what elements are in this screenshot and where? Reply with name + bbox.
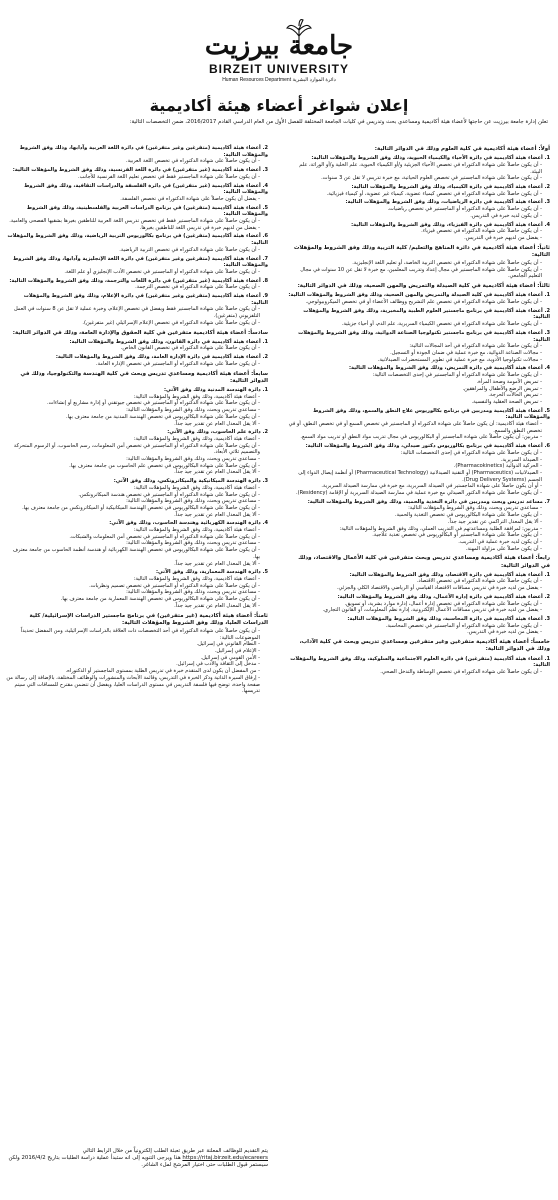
section-heading: ثالثاً: أعضاء هيئة أكاديمية في كلية الصيدلة والتمريض والمهن الصحية، وذلك في الدوائر التالية: xyxy=(297,283,550,290)
vacancy-heading: 3. أعضاء هيئة أكاديمية في برنامج ماجستير تكنولوجيا الصناعة الدوائية، وذلك وفق الشروط والمؤهلات التالية: xyxy=(298,329,550,343)
vacancy-heading: 2. أعضاء هيئة أكاديمية في دائرة إدارة الأعمال، وذلك وفق الشروط والمؤهلات التالية: xyxy=(337,593,550,600)
requirement-line: - أن يكون حاصلاً على شهادة الماجستير فقط في تخصص تدريس اللغة العربية للناطقين بغيرها بشقيها الفصحى والعامية. xyxy=(6,218,260,225)
vacancy-heading: 2. دائرة علم الحاسوب، وذلك وفق الآتي: xyxy=(167,429,268,436)
requirement-line: - تمريض الحالات الحرجة. xyxy=(288,392,542,399)
requirement-line: - أن يكون حاصلاً على شهادة الماجستير في مجال إعداد وتدريب المعلمين، مع خبرة لا تقل عن 10 سنوات في مجال التعليم الجامعي. xyxy=(288,267,542,280)
requirement-line: - أن يكون حاصلاً على شهادة الدكتوراه في تخصص فيزياء. xyxy=(288,228,542,235)
requirement-line: - مساعدي تدريس وبحث، وذلك وفق الشروط والمؤهلات التالية: xyxy=(6,540,260,547)
vacancy-heading: 1. أعضاء هيئة أكاديمية في دائرة القانون، وذلك وفق الشروط والمؤهلات التالية: xyxy=(69,338,268,345)
left-column xyxy=(6,143,268,1193)
requirement-line: - ألا يقل المعدل العام عن تقدير جيد جداً. xyxy=(6,421,260,428)
requirement-line: - مساعدي تدريس وبحث، وذلك وفق الشروط والمؤهلات التالية: xyxy=(6,498,260,505)
requirement-line: - أن يكون حاصلاً على شهادة البكالوريوس في تخصص علم الحاسوب من جامعة معترف بها. xyxy=(6,463,260,470)
apply-link[interactable]: https://ritaj.birzeit.edu/ecareers xyxy=(182,1155,268,1161)
requirement-line: - مساعدي تدريس وبحث، وذلك وفق الشروط والمؤهلات التالية: xyxy=(288,505,542,512)
requirement-line: - يفضل من لديه خبرة في تدريس مساقات الاقتصاد القياسي أو الرياضي والاقتصاد الكلي والجزئي. xyxy=(288,585,542,592)
requirement-line: - أن يكون حاصلاً على شهادة الدكتوراه في تخصص الترجمة. xyxy=(6,284,260,291)
requirement-line: - أن يكون حاصلاً على شهادة الدكتوراه في تخصص الأحياء الجزيئية و/أو الكيمياء الحيوية، علم الخلية و/أو الوراثة، علم البيئة. xyxy=(288,162,542,175)
requirement-line: - إرفاق السيرة الذاتية وذكر الخبرة في التدريس، وقائمة الأبحاث والمنشورات والوظائف المختلفة، بالإضافة إلى رسالة من صفحة واحدة، توضح فيها فلسفة التدريس في مستوى الدراسات العليا، ويفضل أن تتضمن مقترح للمساقات التي سيتم تدريسها. xyxy=(6,675,260,695)
requirement-line: - أن يكون حاصلاً على شهادة الدكتوراه في تخصص الوساطة والتدخل الصحي. xyxy=(288,669,542,676)
footer-text-before: يتم التقديم للوظائف المعلنة عبر طريق تعبئة الطلب إلكترونياً من خلال الرابط التالي xyxy=(82,1148,268,1154)
requirement-line: - أن يكون حاصلاً على شهادة الماجستير فقط في تخصص تعليم اللغة الفرنسية للأجانب. xyxy=(6,174,260,181)
department-name xyxy=(0,77,558,83)
right-column xyxy=(288,143,550,1153)
requirement-line: - أن يكون حاصلاً على شهادة الدكتوراه في تخصص كيمياء عضوية، كيمياء غير عضوية، أو كيمياء فيزيائية. xyxy=(288,191,542,198)
requirement-line: - تمريض الصحة العقلية والنفسية. xyxy=(288,399,542,406)
requirement-line: - أن يكون حاصلاً على شهادة الدكتوراه أو الماجستير في تخصص الإدارة العامة. xyxy=(6,361,260,368)
requirement-line: - أعضاء هيئة أكاديمية، وذلك وفق الشروط والمؤهلات التالية: xyxy=(6,394,260,401)
requirement-line: - ألا يقل المعدل التراكمي عن تقدير جيد جداً. xyxy=(288,519,542,526)
requirement-line: - تمريض الأمومة وصحة المرأة. xyxy=(288,379,542,386)
page-title: إعلان شواغر أعضاء هيئة أكاديمية xyxy=(149,96,409,115)
requirement-line: - أن يكون حاصلاً على شهادة البكالوريوس في تخصص التغذية والحمية. xyxy=(288,512,542,519)
requirement-line: - يفضل من لديه خبرة في تدريس مساقات الأعمال الإلكترونية، إدارة نظم المعلومات، أو القانون التجاري. xyxy=(288,607,542,614)
requirement-line: - يفضل من لديهم خبرة في تدريس اللغة للناطقين بغيرها. xyxy=(6,225,260,232)
requirement-line: - أو أن يكون حاصلاً على شهادة الماجستير في الصيدلة السريرية، مع خبرة في ممارسة الصيدلة السريرية. xyxy=(288,483,542,490)
requirement-line: - أن يكون حاصلاً على شهادة الدكتوراه في تخصص اللغة العربية. xyxy=(6,158,260,165)
requirement-line: - مجالات الصناعة الدوائية، مع خبرة عملية في ضمان الجودة أو التسجيل. xyxy=(288,350,542,357)
requirement-line: - أعضاء هيئة أكاديمية: أن يكون حاصلاً على شهادة الدكتوراه أو الماجستير في تخصص السمع أو في تخصص النطق، أو في تخصص النطق والسمع. xyxy=(288,421,542,434)
footer-text-after: هذا ويرجى التنويه إلى انه ستبدأ عملية دراسة الطلبات بتاريخ 2016/4/2 ولكن سيستمر قبول الطلبات حتى اختيار المرشح لملء الشاغر. xyxy=(8,1155,268,1168)
requirement-line: - أن يكون حاصلاً على شهادة الدكتوراه أو الماجستير في تخصص جيوتقني أو إدارة مشاريع أو إنشاءات. xyxy=(6,400,260,407)
section-heading: سابعاً: أعضاء هيئة أكاديمية ومساعدي تدريس وبحث في كلية الهندسة والتكنولوجيا، وذلك في الدوائر التالية: xyxy=(20,370,268,384)
vacancy-heading: 1. أعضاء هيئة أكاديمية في دائرة الاقتصاد، وذلك وفق الشروط والمؤهلات التالية: xyxy=(349,571,550,578)
vacancy-heading: 8. أعضاء هيئة أكاديمية (غير متفرغين) في دائرة اللغات والترجمة، وذلك وفق الشروط والمؤهلات التالية: xyxy=(9,277,268,284)
requirement-line: - أن يكون حاصلاً على مزاولة المهنة. xyxy=(288,546,542,553)
vacancy-heading: 2. أعضاء هيئة أكاديمية في دائرة الكيمياء، وذلك وفق الشروط والمؤهلات التالية: xyxy=(351,184,550,191)
requirement-line: - من المفضل أن يكون لدى المتقدم خبرة في تدريس الطلبة بمستوى الماجستير أو الدكتوراه. xyxy=(6,668,260,675)
requirement-line: - ألا يقل المعدل العام عن تقدير جيد جداً. xyxy=(6,561,260,568)
requirement-line: - أن يكون حاصلاً على شهادة الدكتوراه في تخصص إدارة أعمال، إدارة موارد بشرية، أو تسويق. xyxy=(288,601,542,608)
requirement-line: - يفضل من لديهم خبرة في التدريس. xyxy=(288,235,542,242)
requirement-line: - أن يكون حاصلاً على شهادة الدكتوراه في أحد المجالات التالية: xyxy=(288,343,542,350)
requirement-line: - أعضاء هيئة أكاديمية، وذلك وفق الشروط والمؤهلات التالية: xyxy=(6,576,260,583)
requirement-line: - ألا يقل المعدل العام عن تقدير جيد جداً. xyxy=(6,512,260,519)
requirement-line: - أن يكون حاصلاً على شهادة الماجستير فقط ويفضل في تخصص الإعلام، وخبرة عملية لا تقل عن 8 سنوات في العمل التلفزيوني (متفرغين). xyxy=(6,306,260,319)
requirement-line: - أن يكون حاصلاً على شهادة الدكتوراه أو الماجستير في إحدى التخصصات التالية: xyxy=(288,372,542,379)
requirement-line: - أن يكون حاصلاً على شهادة الدكتوراه في تخصص الإعلام الإسرائيلي (غير متفرغين). xyxy=(6,320,260,327)
section-heading: رابعاً: أعضاء هيئة أكاديمية ومساعدي تدريس وبحث متفرغين في كلية الأعمال والاقتصاد، وذلك في الدوائر التالية: xyxy=(298,555,550,569)
requirement-line: - الصيدلة السريرية. xyxy=(288,457,542,464)
requirement-line: - مساعدي تدريس وبحث، وذلك وفق الشروط والمؤهلات التالية: xyxy=(6,456,260,463)
department-name-ar: دائرة الموارد البشرية xyxy=(292,77,336,83)
requirement-line: - النظام القانوني في إسرائيل. xyxy=(6,641,260,648)
vacancy-heading: 1. أعضاء هيئة أكاديمية (متفرغين) في دائرة العلوم الاجتماعية والسلوكية، وذلك وفق الشروط والمؤهلات التالية: xyxy=(290,655,550,669)
header xyxy=(0,14,558,83)
requirement-line: - أن يكون حاصلاً على شهادة الدكتوراه في تخصص التربية الرياضية. xyxy=(6,247,260,254)
requirement-line: - أن يكون حاصلاً على شهادة الدكتوراه أو الماجستير في تخصص أمن المعلومات والشبكات. xyxy=(6,534,260,541)
requirement-line: - الصيدلانيات (Pharmaceutics) أو التقنية الصيدلانية (Pharmaceutical Technology) أو أنظمة إيصال الدواء إلى الجسم (Drug Delivery Systems). xyxy=(288,470,542,483)
university-logo-icon xyxy=(204,14,354,62)
vacancy-heading: 1. أعضاء هيئة أكاديمية في كلية الصيدلة والتمريض والمهن الصحية، وذلك وفق الشروط والمؤهلات التالية: xyxy=(288,292,550,299)
vacancy-heading: 1. أعضاء هيئة أكاديمية في دائرة الأحياء والكيمياء الحيوية، وذلك وفق الشروط والمؤهلات التالية: xyxy=(311,155,550,162)
vacancy-heading: 7. أعضاء هيئة أكاديمية (متفرغين وغير متفرغين) في دائرة اللغة الإنجليزية وآدابها، وذلك وفق الشروط والمؤهلات التالية: xyxy=(12,255,268,269)
intro-paragraph: تعلن إدارة جامعة بيرزيت عن حاجتها لأعضاء هيئة أكاديمية ومساعدي بحث وتدريس في كليات الجامعة المختلفة للفصل الأول من العام الدراسي القادم 2016/2017، ضمن التخصصات التالية: xyxy=(129,119,548,125)
requirement-line: - أن يكون حاصلاً على شهادة الدكتوراه أو الماجستير في تخصص الأدب الإنجليزي أو علم اللغة. xyxy=(6,269,260,276)
requirement-line: - ألا يقل المعدل العام عن تقدير جيد جداً. xyxy=(6,603,260,610)
requirement-line: - أن يكون حاصلاً على شهادة الدكتوراه في تخصص الكيمياء السريرية، علم الدم، أو أحياء جزيئية. xyxy=(288,321,542,328)
logo-arabic-text: جامعة بيرزيت xyxy=(204,31,354,61)
vacancy-heading: 6. أعضاء هيئة أكاديمية في برنامج بكالوريوس دكتور صيدلي، وذلك وفق الشروط والمؤهلات التالية: xyxy=(305,443,550,450)
section-heading: أولاً: أعضاء هيئة أكاديمية في كلية العلوم وذلك في الدوائر التالية: xyxy=(374,146,550,152)
section-heading: خامساً: أعضاء هيئة أكاديمية متفرغين وغير متفرغين ومساعدي تدريس وبحث في كلية الآداب، وذلك في الدوائر التالية: xyxy=(299,639,550,653)
requirement-line: - أن يكون حاصلاً على شهادة البكالوريوس في تخصص الهندسة المدنية من جامعة معترف بها. xyxy=(6,414,260,421)
vacancy-heading: 2. أعضاء هيئة أكاديمية (متفرغين وغير متفرغين) في دائرة اللغة العربية وآدابها، وذلك وفق الشروط والمؤهلات التالية: xyxy=(19,145,268,158)
vacancy-heading: 7. مساعد تدريس وبحث ومدربين في دائرة التغذية والحمية، وذلك وفق الشروط والمؤهلات التالية: xyxy=(307,498,550,505)
vacancy-heading: 4. أعضاء هيئة أكاديمية (غير متفرغين) في دائرة الفلسفة والدراسات الثقافية، وذلك وفق الشروط والمؤهلات التالية: xyxy=(24,182,268,196)
university-name-en: BIRZEIT UNIVERSITY xyxy=(208,62,349,76)
vacancy-heading: 3. أعضاء هيئة أكاديمية في دائرة المحاسبة، وذلك وفق الشروط والمؤهلات التالية: xyxy=(347,616,550,622)
requirement-line: - الحركية الدوائية (Pharmacokinetics). xyxy=(288,463,542,470)
requirement-line: - أعضاء هيئة أكاديمية، وذلك وفق الشروط والمؤهلات التالية: xyxy=(6,436,260,443)
requirement-line: - أن يكون حاصلاً على شهادة الدكتوراه في تخصص الاقتصاد. xyxy=(288,578,542,585)
footer-note xyxy=(6,1148,268,1169)
vacancy-heading: 2. أعضاء هيئة أكاديمية في برنامج ماجستير العلوم الطبية والمخبرية، وذلك وفق الشروط والمؤهلات التالية: xyxy=(303,307,550,321)
requirement-line: - تمريض الرضع والأطفال والمراهقين. xyxy=(288,386,542,393)
vacancy-heading: 6. أعضاء هيئة أكاديمية (متفرغين) في برنامج بكالوريوس التربية الرياضية، وذلك وفق الشروط والمؤهلات التالية: xyxy=(7,233,268,247)
requirement-line: - مدربين: أن يكون حاصلاً على شهادة الماجستير أو البكالوريوس في مجال تدريب مواد النطق أو تدريب مواد السمع. xyxy=(288,434,542,441)
vacancy-heading: 3. دائرة الهندسة الميكانيكية والميكاترونكس، وذلك وفق الآتي: xyxy=(113,478,268,485)
section-heading: سادساً: أعضاء هيئة أكاديمية متفرغين في كلية الحقوق والإدارة العامة، وذلك في الدوائر التالية: xyxy=(12,329,268,336)
vacancy-heading: 2. أعضاء هيئة أكاديمية في دائرة الإدارة العامة، وذلك وفق الشروط والمؤهلات التالية: xyxy=(55,354,268,361)
requirement-line: - أعضاء هيئة أكاديمية، وذلك وفق الشروط والمؤهلات التالية: xyxy=(6,527,260,534)
requirement-line: - أن يكون حاصلاً على شهادة الماجستير أو البكالوريوس في تخصص تغذية علاجية. xyxy=(288,532,542,539)
requirement-line: - أن يكون حاصلاً على شهادة البكالوريوس في تخصص الهندسة الميكانيكية أو الميكاترونكس من جامعة معترف بها. xyxy=(6,505,260,512)
requirement-line: - مدخل إلى الثقافة والأدب في إسرائيل. xyxy=(6,661,260,668)
requirement-line: - ألا يقل المعدل العام عن تقدير جيد جداً. xyxy=(6,469,260,476)
requirement-line: - أن يكون حاصلاً على شهادة البكالوريوس في تخصص الهندسة المعمارية من جامعة معترف بها. xyxy=(6,596,260,603)
vacancy-heading: 1. دائرة الهندسة المدنية وذلك وفق الآتي: xyxy=(164,387,268,393)
requirement-line: - أن يكون لديه خبرة في التدريس. xyxy=(288,213,542,220)
vacancy-heading: 4. أعضاء هيئة أكاديمية في دائرة الفيزياء، وذلك وفق الشروط والمؤهلات التالية: xyxy=(351,221,550,228)
requirement-line: - مساعدي تدريس وبحث، وذلك وفق الشروط والمؤهلات التالية: xyxy=(6,589,260,596)
requirement-line: - مدربين: لمرافقة الطلبة ومساعدتهم في التدريب العملي، وذلك وفق الشروط والمؤهلات التالية: xyxy=(288,526,542,533)
requirement-line: - أن يكون حاصلاً على شهادة الدكتوراه في تخصص التربية الخاصة، أو تعليم اللغة الإنجليزية. xyxy=(288,260,542,267)
requirement-line: - أن يكون حاصلاً على شهادة الدكتوراه أو الماجستير في تخصص أمن المعلومات، رسم الحاسوب، أو الرسوم المتحركة والتصميم ثلاثي الأبعاد. xyxy=(6,443,260,456)
vacancy-heading: 3. أعضاء هيئة أكاديمية (غير متفرغين) في دائرة اللغة الفرنسية، وذلك وفق الشروط والمؤهلات التالية: xyxy=(12,167,268,174)
requirement-line: - مجالات تكنولوجيا الأدوية، مع خبرة عملية في تطوير المستحضرات الصيدلانية. xyxy=(288,357,542,364)
department-name-en: Human Resources Department xyxy=(222,77,292,83)
requirement-line: - أن يكون حاصلاً على شهادة الدكتوراه في تخصص علم التشريح ووظائف الأعضاء أو في تخصص الميكروبيولوجي. xyxy=(288,299,542,306)
vacancy-heading: 3. أعضاء هيئة أكاديمية في دائرة الرياضيات، وذلك وفق الشروط والمؤهلات التالية: xyxy=(345,199,550,206)
requirement-line: - أعضاء هيئة أكاديمية، وذلك وفق الشروط والمؤهلات التالية: xyxy=(6,485,260,492)
requirement-line: - الأمن القومي في إسرائيل. xyxy=(6,655,260,662)
requirement-line: - يفضل من لديه خبرة في التدريس. xyxy=(288,629,542,636)
requirement-line: - يفضل أن يكون حاصلاً على شهادة الدكتوراه في تخصص الفلسفة. xyxy=(6,196,260,203)
requirement-line: - أن يكون حاصلاً على شهادة الدكتوراه في أحد التخصصات ذات العلاقة بالدراسات الإسرائيلية، ومن المفضل تحديداً الموضوعات التالية: xyxy=(6,628,260,641)
vacancy-heading: 4. دائرة الهندسة الكهربائية وهندسة الحاسوب، وذلك وفق الآتي: xyxy=(109,520,268,527)
vacancy-heading: 4. أعضاء هيئة أكاديمية في دائرة التمريض، وذلك وفق الشروط والمؤهلات التالية: xyxy=(348,365,550,372)
requirement-line: - الإعلام في إسرائيل. xyxy=(6,648,260,655)
section-heading: ثانياً: أعضاء هيئة أكاديمية في دائرة المناهج والتعليم/ كلية التربية وذلك وفق الشروط والمؤهلات التالية: xyxy=(293,244,550,258)
vacancy-heading: 9. أعضاء هيئة أكاديمية (متفرغين وغير متفرغين) في دائرة الإعلام، وذلك وفق الشروط والمؤهلات التالية: xyxy=(23,293,268,306)
requirement-line: - أن يكون حاصلاً على شهادة الدكتوراه أو الماجستير في تخصص المحاسبة. xyxy=(288,623,542,630)
requirement-line: - أن يكون حاصلاً على شهادة الدكتوراه في إحدى التخصصات التالية: xyxy=(288,450,542,457)
requirement-line: - أن يكون حاصلاً على شهادة الدكتور الصيدلي مع خبرة عملية في ممارسة الصيدلة السريرية أو الإقامة (Residency). xyxy=(288,490,542,497)
vacancy-heading: 5. أعضاء هيئة أكاديمية ومدربين في برنامج بكالوريوس علاج النطق والسمع، وذلك وفق الشروط والمؤهلات التالية: xyxy=(313,407,550,421)
requirement-line: - أن يكون حاصلاً على شهادة الدكتوراه في تخصص القانون الخاص. xyxy=(6,345,260,352)
vacancy-heading: 5. دائرة الهندسة المعمارية، وذلك وفق الآتي: xyxy=(155,569,268,576)
requirement-line: - أن يكون حاصلاً على شهادة البكالوريوس في تخصص الهندسة الكهربائية أو هندسة أنظمة الحاسوب من جامعة معترف بها. xyxy=(6,547,260,560)
requirement-line: - مساعدي تدريس وبحث، وذلك وفق الشروط والمؤهلات التالية: xyxy=(6,407,260,414)
requirement-line: - أن يكون حاصلاً على شهادة الدكتوراه أو الماجستير في تخصص هندسة الميكاترونكس. xyxy=(6,492,260,499)
vacancy-heading: 5. أعضاء هيئة أكاديمية (متفرغين) في برنامج الدراسات العربية والفلسطينية، وذلك وفق الشروط والمؤهلات التالية: xyxy=(26,204,268,218)
requirement-line: - أن يكون حاصلاً على شهادة الدكتوراه أو الماجستير في تخصص رياضيات. xyxy=(288,206,542,213)
section-heading: ثامناً: أعضاء هيئة أكاديمية (غير متفرغين) في برنامج ماجستير الدراسات الإسرائيلية/ كلية الدراسات العليا، وذلك وفق الشروط والمؤهلات التالية: xyxy=(29,612,268,626)
requirement-line: - أن يكون حاصلاً على شهادة الدكتوراه أو الماجستير في تخصص تصميم ونظريات. xyxy=(6,583,260,590)
requirement-line: - أن يكون لديه خبرة عملية في التدريب. xyxy=(288,539,542,546)
requirement-line: - أن يكون حاصلاً على شهادة الماجستير في تخصص العلوم الحياتية، مع خبرة تدريس لا تقل عن 3 سنوات. xyxy=(288,175,542,182)
